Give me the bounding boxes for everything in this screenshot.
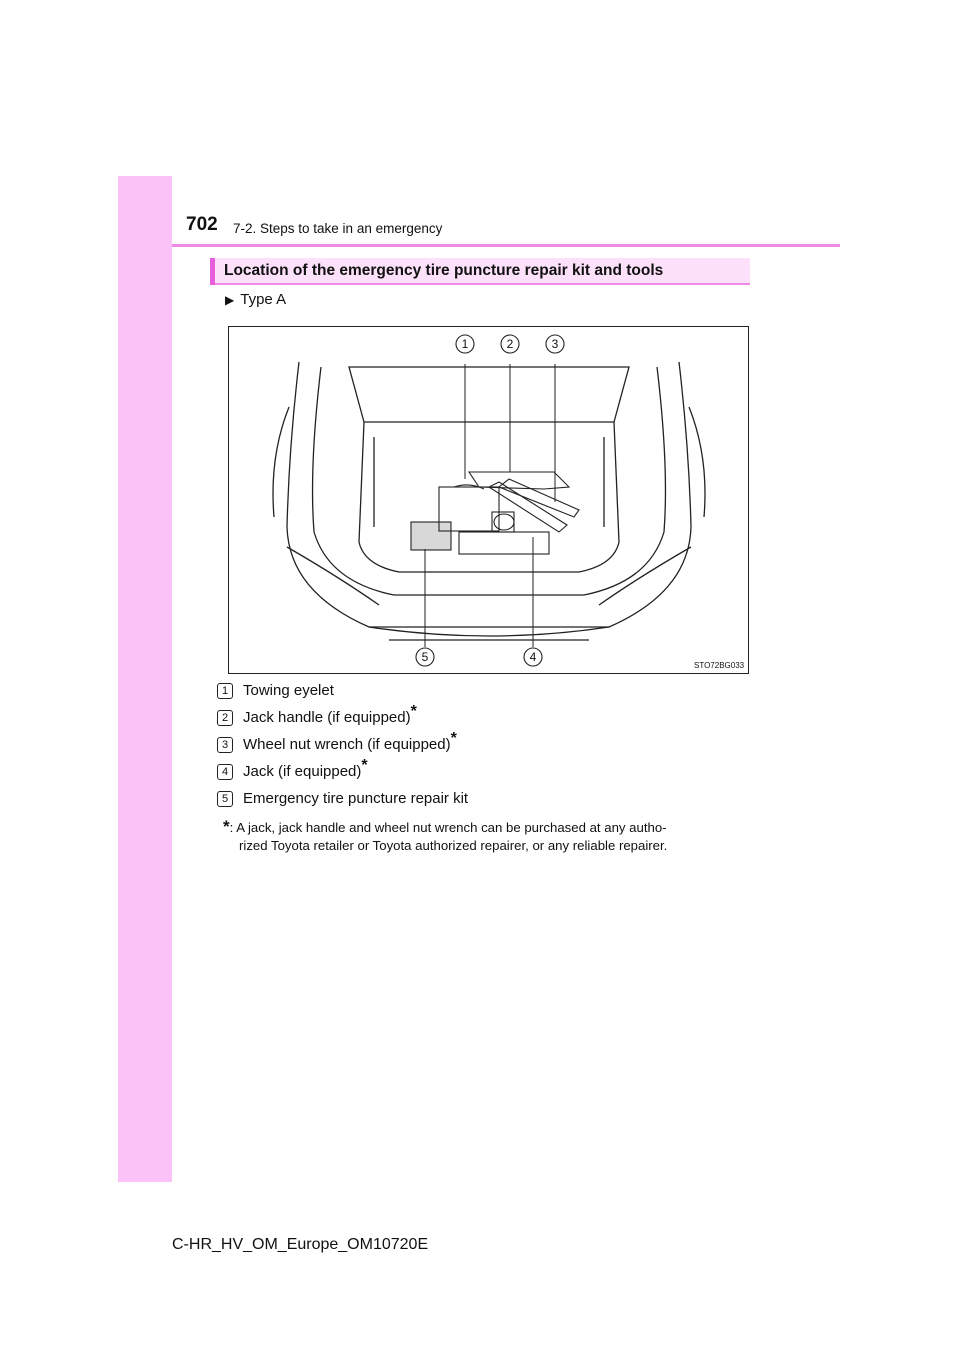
- footnote-text-1: : A jack, jack handle and wheel nut wrench can be purchased at any autho-: [229, 820, 667, 835]
- legend-number: 1: [217, 683, 233, 699]
- callout-5: 5: [421, 650, 429, 664]
- footnote: [223, 818, 753, 855]
- type-label: [225, 291, 286, 308]
- legend-label: [243, 757, 368, 780]
- legend-label-text: Emergency tire puncture repair kit: [243, 790, 469, 807]
- legend-label-text: Wheel nut wrench (if equipped): [243, 736, 451, 753]
- type-label-text: Type A: [240, 291, 287, 308]
- trunk-illustration: [228, 326, 749, 674]
- asterisk-mark: *: [361, 757, 368, 774]
- legend-label-text: Jack (if equipped): [243, 763, 362, 780]
- legend-label-text: Jack handle (if equipped): [243, 709, 411, 726]
- page-number: 702: [186, 214, 218, 235]
- legend-label: [243, 790, 468, 807]
- legend-number: 5: [217, 791, 233, 807]
- legend-label-text: Towing eyelet: [243, 682, 334, 699]
- trunk-drawing: [229, 327, 748, 673]
- asterisk-mark: *: [450, 730, 457, 747]
- header-rule: [172, 244, 840, 247]
- triangle-bullet-icon: ▶: [225, 293, 235, 307]
- legend-label: [243, 703, 417, 726]
- legend-number: 2: [217, 710, 233, 726]
- figure-code: STO72BG033: [694, 661, 745, 670]
- callout-3: 3: [551, 337, 559, 351]
- asterisk-mark: *: [410, 703, 417, 720]
- side-tab-band: [118, 176, 172, 1182]
- callout-1: 1: [461, 337, 469, 351]
- legend-label: [243, 682, 334, 699]
- breadcrumb: 7-2. Steps to take in an emergency: [233, 221, 443, 236]
- document-id: C-HR_HV_OM_Europe_OM10720E: [172, 1236, 429, 1253]
- section-heading-text: Location of the emergency tire puncture repair kit and tools: [224, 262, 664, 279]
- heading-accent-bar: [210, 258, 215, 285]
- section-heading: [210, 258, 750, 285]
- footnote-line-2: rized Toyota retailer or Toyota authorized repairer, or any reliable repairer.: [239, 838, 668, 853]
- callout-4: 4: [529, 650, 537, 664]
- footnote-asterisk: *: [223, 817, 230, 836]
- legend-number: 4: [217, 764, 233, 780]
- legend-label: [243, 730, 457, 753]
- callout-2: 2: [506, 337, 514, 351]
- footnote-line-1: [223, 818, 753, 837]
- legend-number: 3: [217, 737, 233, 753]
